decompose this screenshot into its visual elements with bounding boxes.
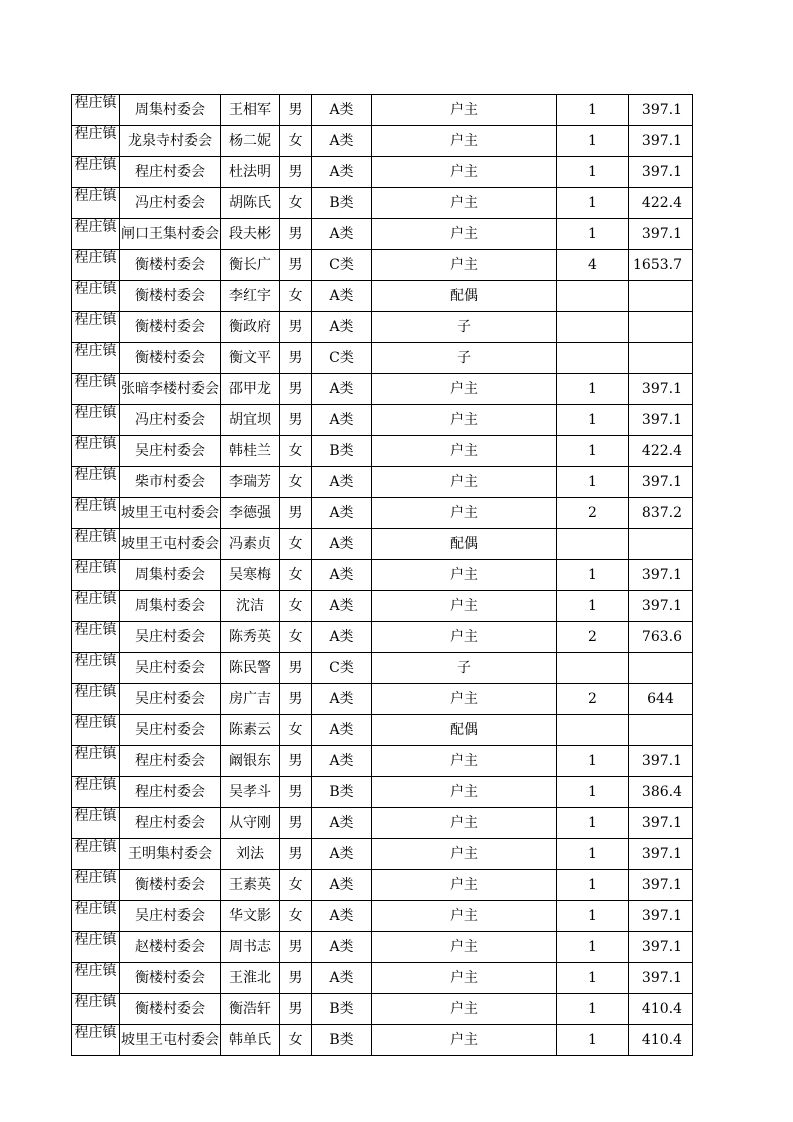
relation-cell: 户主: [372, 95, 557, 126]
category-cell: C类: [312, 250, 372, 281]
village-cell: 衡楼村委会: [120, 312, 221, 343]
category-cell: A类: [312, 839, 372, 870]
relation-cell: 户主: [372, 591, 557, 622]
relation-cell: 户主: [372, 219, 557, 250]
town-cell: 程庄镇: [72, 374, 120, 405]
village-cell: 衡楼村委会: [120, 343, 221, 374]
name-cell: 吴寒梅: [221, 560, 280, 591]
name-cell: 周书志: [221, 932, 280, 963]
name-cell: 李瑞芳: [221, 467, 280, 498]
relation-cell: 户主: [372, 560, 557, 591]
village-cell: 衡楼村委会: [120, 250, 221, 281]
name-cell: 吴孝斗: [221, 777, 280, 808]
relation-cell: 户主: [372, 901, 557, 932]
table-row: [72, 436, 693, 467]
category-cell: A类: [312, 126, 372, 157]
amount-cell: 397.1: [629, 746, 693, 777]
household-count-cell: [557, 529, 629, 560]
town-cell: 程庄镇: [72, 95, 120, 126]
gender-cell: 女: [280, 870, 312, 901]
town-cell: 程庄镇: [72, 281, 120, 312]
table-row: [72, 839, 693, 870]
village-cell: 程庄村委会: [120, 777, 221, 808]
relation-cell: 户主: [372, 250, 557, 281]
category-cell: A类: [312, 870, 372, 901]
village-cell: 张暗李楼村委会: [120, 374, 221, 405]
household-count-cell: 1: [557, 591, 629, 622]
table-row: [72, 281, 693, 312]
category-cell: A类: [312, 622, 372, 653]
gender-cell: 男: [280, 312, 312, 343]
household-count-cell: 1: [557, 560, 629, 591]
name-cell: 王淮北: [221, 963, 280, 994]
table-row: [72, 405, 693, 436]
category-cell: A类: [312, 219, 372, 250]
town-cell: 程庄镇: [72, 839, 120, 870]
amount-cell: [629, 312, 693, 343]
name-cell: 韩桂兰: [221, 436, 280, 467]
town-cell: 程庄镇: [72, 653, 120, 684]
town-cell: 程庄镇: [72, 777, 120, 808]
category-cell: A类: [312, 467, 372, 498]
category-cell: B类: [312, 1025, 372, 1056]
gender-cell: 女: [280, 126, 312, 157]
town-cell: 程庄镇: [72, 870, 120, 901]
table-row: [72, 529, 693, 560]
household-count-cell: 1: [557, 870, 629, 901]
household-count-cell: 1: [557, 963, 629, 994]
gender-cell: 女: [280, 715, 312, 746]
village-cell: 衡楼村委会: [120, 994, 221, 1025]
town-cell: 程庄镇: [72, 312, 120, 343]
relation-cell: 户主: [372, 963, 557, 994]
town-cell: 程庄镇: [72, 901, 120, 932]
village-cell: 吴庄村委会: [120, 436, 221, 467]
town-cell: 程庄镇: [72, 715, 120, 746]
relation-cell: 户主: [372, 746, 557, 777]
village-cell: 吴庄村委会: [120, 684, 221, 715]
category-cell: A类: [312, 405, 372, 436]
town-cell: 程庄镇: [72, 219, 120, 250]
household-count-cell: 1: [557, 746, 629, 777]
town-cell: 程庄镇: [72, 467, 120, 498]
amount-cell: 397.1: [629, 126, 693, 157]
table-row: [72, 312, 693, 343]
relation-cell: 户主: [372, 374, 557, 405]
amount-cell: 1653.7: [629, 250, 693, 281]
gender-cell: 男: [280, 343, 312, 374]
category-cell: A类: [312, 312, 372, 343]
household-count-cell: 1: [557, 374, 629, 405]
relation-cell: 户主: [372, 777, 557, 808]
amount-cell: 397.1: [629, 374, 693, 405]
gender-cell: 男: [280, 157, 312, 188]
relation-cell: 子: [372, 343, 557, 374]
relation-cell: 户主: [372, 870, 557, 901]
village-cell: 冯庄村委会: [120, 405, 221, 436]
village-cell: 吴庄村委会: [120, 715, 221, 746]
household-count-cell: 1: [557, 1025, 629, 1056]
name-cell: 华文影: [221, 901, 280, 932]
category-cell: A类: [312, 529, 372, 560]
table-row: [72, 591, 693, 622]
table-row: [72, 901, 693, 932]
household-count-cell: 4: [557, 250, 629, 281]
gender-cell: 女: [280, 529, 312, 560]
village-cell: 周集村委会: [120, 95, 221, 126]
category-cell: A类: [312, 498, 372, 529]
town-cell: 程庄镇: [72, 250, 120, 281]
relation-cell: 配偶: [372, 281, 557, 312]
town-cell: 程庄镇: [72, 188, 120, 219]
table-row: [72, 684, 693, 715]
relation-cell: 户主: [372, 498, 557, 529]
name-cell: 王相军: [221, 95, 280, 126]
village-cell: 衡楼村委会: [120, 281, 221, 312]
category-cell: B类: [312, 188, 372, 219]
relation-cell: 户主: [372, 1025, 557, 1056]
name-cell: 房广吉: [221, 684, 280, 715]
gender-cell: 女: [280, 281, 312, 312]
table-row: [72, 560, 693, 591]
table-row: [72, 157, 693, 188]
category-cell: A类: [312, 684, 372, 715]
amount-cell: 386.4: [629, 777, 693, 808]
table-row: [72, 777, 693, 808]
table-row: [72, 746, 693, 777]
amount-cell: 397.1: [629, 932, 693, 963]
amount-cell: 397.1: [629, 808, 693, 839]
table-row: [72, 467, 693, 498]
household-count-cell: 1: [557, 994, 629, 1025]
name-cell: 陈民警: [221, 653, 280, 684]
amount-cell: 397.1: [629, 157, 693, 188]
category-cell: A类: [312, 157, 372, 188]
village-cell: 衡楼村委会: [120, 963, 221, 994]
name-cell: 阚银东: [221, 746, 280, 777]
gender-cell: 男: [280, 95, 312, 126]
table-row: [72, 250, 693, 281]
household-count-cell: 1: [557, 405, 629, 436]
town-cell: 程庄镇: [72, 808, 120, 839]
table-row: [72, 653, 693, 684]
table-row: [72, 126, 693, 157]
table-row: [72, 95, 693, 126]
town-cell: 程庄镇: [72, 157, 120, 188]
table-row: [72, 870, 693, 901]
name-cell: 衡浩轩: [221, 994, 280, 1025]
name-cell: 王素英: [221, 870, 280, 901]
name-cell: 刘法: [221, 839, 280, 870]
table-row: [72, 1025, 693, 1056]
village-cell: 程庄村委会: [120, 808, 221, 839]
gender-cell: 男: [280, 219, 312, 250]
household-count-cell: [557, 653, 629, 684]
village-cell: 程庄村委会: [120, 157, 221, 188]
table-row: [72, 932, 693, 963]
town-cell: 程庄镇: [72, 560, 120, 591]
village-cell: 闸口王集村委会: [120, 219, 221, 250]
amount-cell: 397.1: [629, 839, 693, 870]
name-cell: 段夫彬: [221, 219, 280, 250]
town-cell: 程庄镇: [72, 126, 120, 157]
amount-cell: 397.1: [629, 95, 693, 126]
relation-cell: 户主: [372, 684, 557, 715]
relation-cell: 户主: [372, 622, 557, 653]
household-count-cell: 1: [557, 95, 629, 126]
gender-cell: 男: [280, 777, 312, 808]
town-cell: 程庄镇: [72, 498, 120, 529]
category-cell: B类: [312, 994, 372, 1025]
name-cell: 韩单氏: [221, 1025, 280, 1056]
relation-cell: 子: [372, 312, 557, 343]
household-count-cell: 2: [557, 622, 629, 653]
name-cell: 衡文平: [221, 343, 280, 374]
amount-cell: 410.4: [629, 1025, 693, 1056]
relation-cell: 配偶: [372, 529, 557, 560]
gender-cell: 女: [280, 591, 312, 622]
gender-cell: 女: [280, 1025, 312, 1056]
amount-cell: 397.1: [629, 560, 693, 591]
village-cell: 周集村委会: [120, 560, 221, 591]
gender-cell: 男: [280, 405, 312, 436]
name-cell: 衡长广: [221, 250, 280, 281]
town-cell: 程庄镇: [72, 591, 120, 622]
village-cell: 柴市村委会: [120, 467, 221, 498]
gender-cell: 男: [280, 932, 312, 963]
village-cell: 周集村委会: [120, 591, 221, 622]
gender-cell: 女: [280, 901, 312, 932]
town-cell: 程庄镇: [72, 684, 120, 715]
household-count-cell: 1: [557, 932, 629, 963]
relation-cell: 户主: [372, 994, 557, 1025]
gender-cell: 女: [280, 560, 312, 591]
town-cell: 程庄镇: [72, 746, 120, 777]
village-cell: 坡里王屯村委会: [120, 529, 221, 560]
name-cell: 李德强: [221, 498, 280, 529]
gender-cell: 男: [280, 746, 312, 777]
table-row: [72, 963, 693, 994]
gender-cell: 女: [280, 188, 312, 219]
amount-cell: 410.4: [629, 994, 693, 1025]
category-cell: A类: [312, 901, 372, 932]
category-cell: C类: [312, 343, 372, 374]
table-row: [72, 188, 693, 219]
town-cell: 程庄镇: [72, 529, 120, 560]
category-cell: C类: [312, 653, 372, 684]
amount-cell: 397.1: [629, 591, 693, 622]
household-count-cell: 1: [557, 467, 629, 498]
village-cell: 王明集村委会: [120, 839, 221, 870]
category-cell: A类: [312, 746, 372, 777]
amount-cell: 397.1: [629, 901, 693, 932]
name-cell: 杨二妮: [221, 126, 280, 157]
gender-cell: 男: [280, 684, 312, 715]
category-cell: A类: [312, 95, 372, 126]
village-cell: 赵楼村委会: [120, 932, 221, 963]
household-count-cell: 2: [557, 684, 629, 715]
amount-cell: 397.1: [629, 467, 693, 498]
town-cell: 程庄镇: [72, 994, 120, 1025]
name-cell: 冯素贞: [221, 529, 280, 560]
name-cell: 陈素云: [221, 715, 280, 746]
amount-cell: 397.1: [629, 870, 693, 901]
household-count-cell: 1: [557, 219, 629, 250]
amount-cell: 763.6: [629, 622, 693, 653]
name-cell: 李红宇: [221, 281, 280, 312]
amount-cell: 397.1: [629, 219, 693, 250]
relation-cell: 户主: [372, 839, 557, 870]
town-cell: 程庄镇: [72, 436, 120, 467]
amount-cell: 422.4: [629, 188, 693, 219]
amount-cell: [629, 343, 693, 374]
household-count-cell: 2: [557, 498, 629, 529]
gender-cell: 女: [280, 622, 312, 653]
name-cell: 胡陈氏: [221, 188, 280, 219]
beneficiary-table: [71, 94, 693, 1056]
town-cell: 程庄镇: [72, 932, 120, 963]
amount-cell: [629, 281, 693, 312]
table-row: [72, 622, 693, 653]
household-count-cell: 1: [557, 777, 629, 808]
name-cell: 邵甲龙: [221, 374, 280, 405]
gender-cell: 男: [280, 839, 312, 870]
village-cell: 龙泉寺村委会: [120, 126, 221, 157]
household-count-cell: [557, 343, 629, 374]
name-cell: 沈洁: [221, 591, 280, 622]
household-count-cell: 1: [557, 126, 629, 157]
gender-cell: 男: [280, 498, 312, 529]
name-cell: 杜法明: [221, 157, 280, 188]
household-count-cell: 1: [557, 839, 629, 870]
category-cell: A类: [312, 281, 372, 312]
village-cell: 坡里王屯村委会: [120, 498, 221, 529]
name-cell: 胡宜坝: [221, 405, 280, 436]
town-cell: 程庄镇: [72, 963, 120, 994]
amount-cell: 397.1: [629, 963, 693, 994]
category-cell: A类: [312, 715, 372, 746]
gender-cell: 男: [280, 374, 312, 405]
gender-cell: 男: [280, 963, 312, 994]
amount-cell: 837.2: [629, 498, 693, 529]
town-cell: 程庄镇: [72, 343, 120, 374]
household-count-cell: 1: [557, 188, 629, 219]
gender-cell: 女: [280, 467, 312, 498]
town-cell: 程庄镇: [72, 622, 120, 653]
relation-cell: 户主: [372, 188, 557, 219]
table-row: [72, 219, 693, 250]
amount-cell: 397.1: [629, 405, 693, 436]
name-cell: 从守刚: [221, 808, 280, 839]
gender-cell: 男: [280, 250, 312, 281]
household-count-cell: 1: [557, 901, 629, 932]
household-count-cell: [557, 715, 629, 746]
village-cell: 冯庄村委会: [120, 188, 221, 219]
table-row: [72, 715, 693, 746]
table-row: [72, 374, 693, 405]
category-cell: A类: [312, 932, 372, 963]
gender-cell: 男: [280, 994, 312, 1025]
category-cell: B类: [312, 777, 372, 808]
amount-cell: [629, 653, 693, 684]
table-row: [72, 343, 693, 374]
village-cell: 吴庄村委会: [120, 622, 221, 653]
amount-cell: 644: [629, 684, 693, 715]
village-cell: 坡里王屯村委会: [120, 1025, 221, 1056]
town-cell: 程庄镇: [72, 1025, 120, 1056]
household-count-cell: [557, 281, 629, 312]
relation-cell: 户主: [372, 126, 557, 157]
village-cell: 吴庄村委会: [120, 653, 221, 684]
table-row: [72, 994, 693, 1025]
village-cell: 吴庄村委会: [120, 901, 221, 932]
category-cell: A类: [312, 808, 372, 839]
relation-cell: 户主: [372, 808, 557, 839]
category-cell: A类: [312, 374, 372, 405]
town-cell: 程庄镇: [72, 405, 120, 436]
household-count-cell: 1: [557, 436, 629, 467]
household-count-cell: 1: [557, 157, 629, 188]
gender-cell: 女: [280, 436, 312, 467]
table-body: [72, 95, 693, 1056]
relation-cell: 子: [372, 653, 557, 684]
category-cell: A类: [312, 560, 372, 591]
village-cell: 衡楼村委会: [120, 870, 221, 901]
category-cell: A类: [312, 591, 372, 622]
relation-cell: 户主: [372, 436, 557, 467]
relation-cell: 户主: [372, 405, 557, 436]
amount-cell: [629, 529, 693, 560]
gender-cell: 男: [280, 653, 312, 684]
relation-cell: 户主: [372, 157, 557, 188]
table-row: [72, 498, 693, 529]
category-cell: A类: [312, 963, 372, 994]
category-cell: B类: [312, 436, 372, 467]
amount-cell: [629, 715, 693, 746]
relation-cell: 户主: [372, 932, 557, 963]
gender-cell: 男: [280, 808, 312, 839]
table-row: [72, 808, 693, 839]
village-cell: 程庄村委会: [120, 746, 221, 777]
name-cell: 衡政府: [221, 312, 280, 343]
relation-cell: 户主: [372, 467, 557, 498]
household-count-cell: [557, 312, 629, 343]
household-count-cell: 1: [557, 808, 629, 839]
name-cell: 陈秀英: [221, 622, 280, 653]
relation-cell: 配偶: [372, 715, 557, 746]
amount-cell: 422.4: [629, 436, 693, 467]
